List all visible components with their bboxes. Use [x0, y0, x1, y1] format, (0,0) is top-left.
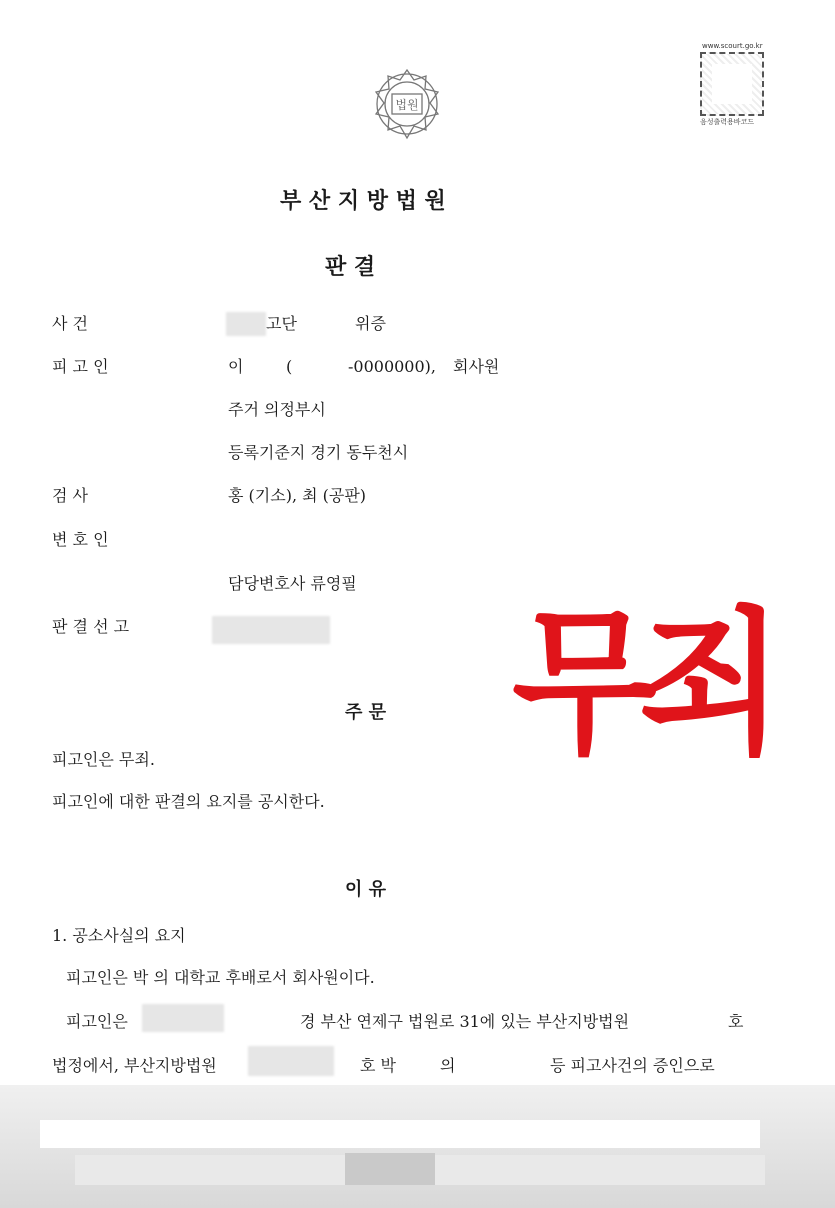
prosecutor-value: 홍 (기소), 최 (공판) — [228, 486, 367, 505]
lawyer-label: 변 호 인 — [52, 530, 109, 549]
defendant-id-number: -0000000), — [348, 357, 436, 376]
reason-title: 이 유 — [345, 879, 387, 900]
defendant-registered: 등록기준지 경기 동두천시 — [228, 443, 409, 462]
court-name: 부 산 지 방 법 원 — [280, 188, 446, 214]
defendant-name: 이 — [228, 357, 244, 376]
reason-line-3d: 등 피고사건의 증인으로 — [550, 1056, 715, 1075]
redaction-verdict-date — [212, 616, 330, 644]
reason-line-2b: 경 부산 연제구 법원로 31에 있는 부산지방법원 — [300, 1012, 630, 1031]
document-type: 판 결 — [325, 254, 376, 280]
reason-line-2c: 호 — [728, 1012, 744, 1031]
reason-line-1: 피고인은 박 의 대학교 후배로서 회사원이다. — [66, 968, 375, 987]
verdict-date-label: 판 결 선 고 — [52, 617, 130, 636]
reason-line-3a: 법정에서, 부산지방법원 — [52, 1056, 217, 1075]
reason-line-3b: 호 박 — [360, 1056, 396, 1075]
defendant-address: 주거 의정부시 — [228, 400, 326, 419]
redacted-bottom-text — [0, 1085, 835, 1208]
ruling-line-2: 피고인에 대한 판결의 요지를 공시한다. — [52, 792, 325, 811]
redaction-case-number — [226, 312, 266, 336]
court-seal-emblem — [362, 62, 452, 146]
defendant-id-open: ( — [286, 357, 293, 376]
case-charge: 위증 — [355, 314, 386, 333]
case-value: 고단 — [266, 314, 297, 333]
defendant-job: 회사원 — [453, 357, 500, 376]
reason-line-2a: 피고인은 — [66, 1012, 128, 1031]
verdict-stamp: 무죄 — [512, 593, 766, 777]
redaction-case-ref — [248, 1046, 334, 1076]
ruling-title: 주 문 — [345, 702, 387, 723]
ruling-line-1: 피고인은 무죄. — [52, 750, 155, 769]
case-label: 사 건 — [52, 314, 88, 333]
reason-line-3c: 의 — [440, 1056, 456, 1075]
seal-label: 법원 — [395, 98, 419, 112]
redaction-date — [142, 1004, 224, 1032]
reason-heading: 1. 공소사실의 요지 — [52, 926, 186, 945]
lawyer-name: 담당변호사 류영필 — [228, 574, 357, 593]
qr-url: www.scourt.go.kr — [702, 42, 763, 50]
prosecutor-label: 검 사 — [52, 486, 88, 505]
qr-caption: 음성출력용바코드 — [700, 118, 755, 126]
qr-code — [700, 52, 764, 116]
defendant-label: 피 고 인 — [52, 357, 109, 376]
